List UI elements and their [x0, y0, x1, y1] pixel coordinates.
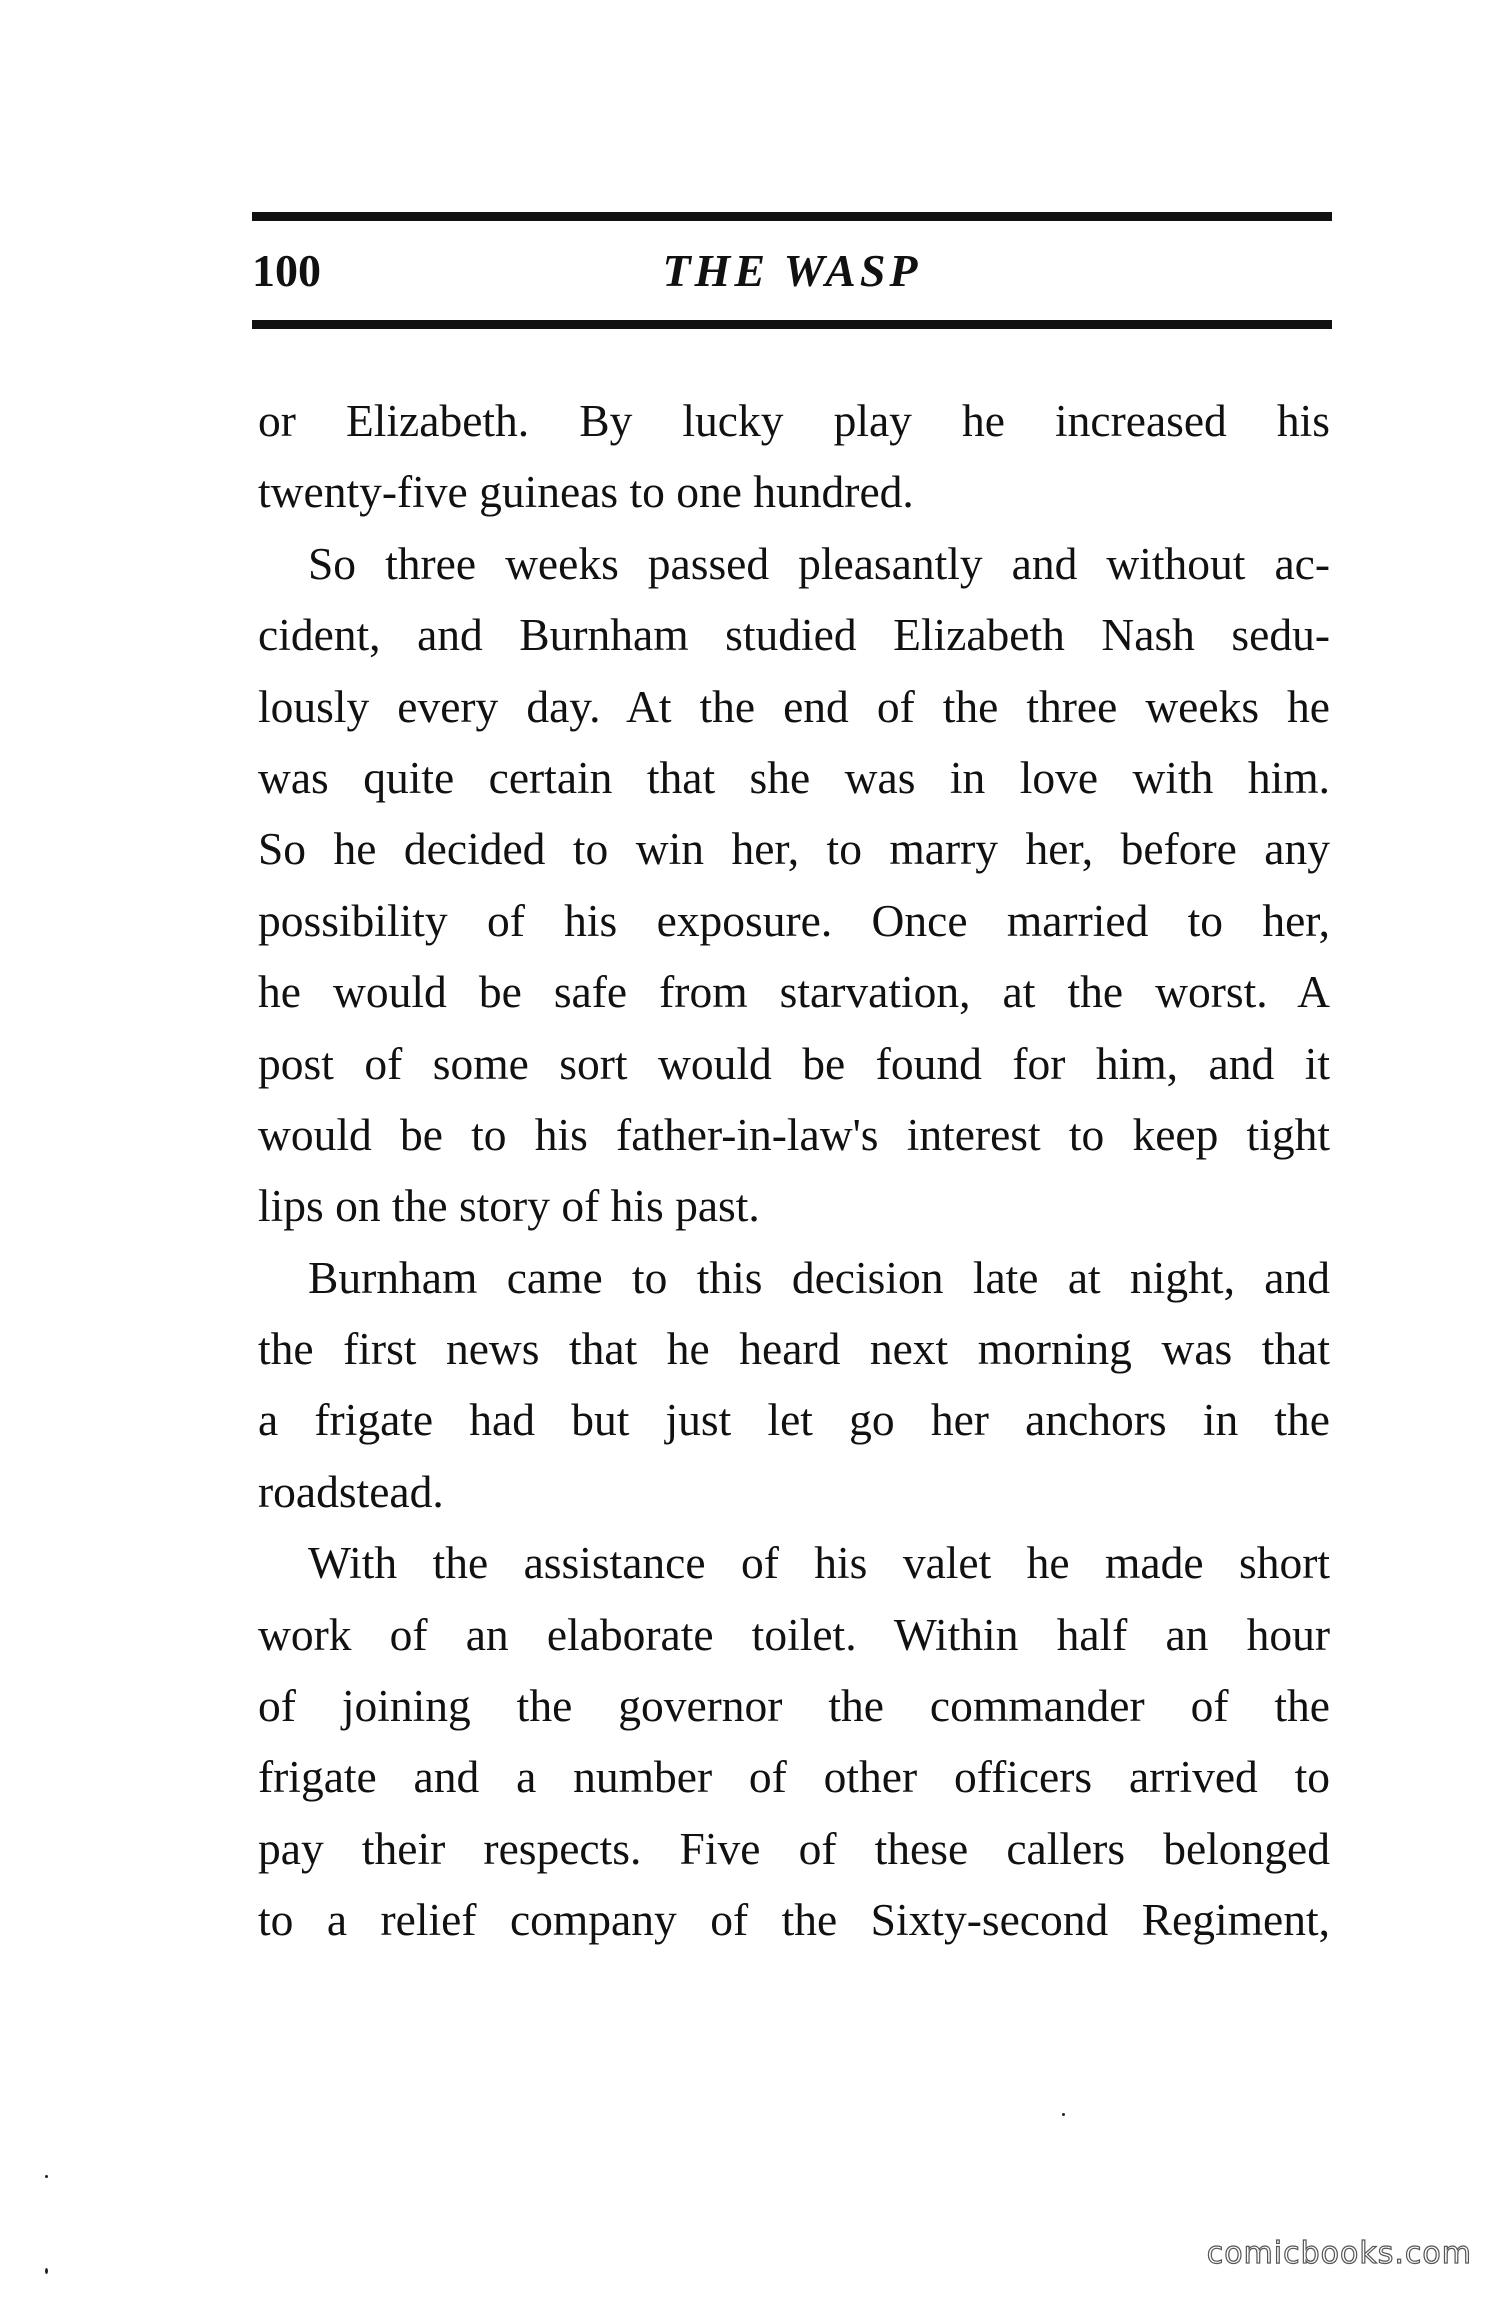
text-line: or Elizabeth. By lucky play he increased his: [258, 395, 1330, 446]
text-line: cident, and Burnham studied Elizabeth Nash sedu-: [258, 609, 1330, 661]
text-line: post of some sort would be found for him, and it: [258, 1037, 1330, 1089]
text-line: he would be safe from starvation, at the worst. A: [258, 966, 1330, 1018]
text-line: twenty-five guineas to one hundred.: [258, 466, 914, 518]
print-speck: [1062, 2113, 1065, 2116]
text-line: roadstead.: [258, 1465, 444, 1517]
text-line: would be to his father-in-law's interest to keep tight: [258, 1108, 1330, 1160]
text-line: With the assistance of his valet he made short: [308, 1537, 1330, 1589]
print-speck: [45, 2268, 48, 2274]
running-title: THE WASP: [662, 245, 922, 296]
text-line: So he decided to win her, to marry her, before any: [258, 823, 1330, 875]
text-line: the first news that he heard next morning was that: [258, 1323, 1330, 1375]
text-line: work of an elaborate toilet. Within half an hour: [258, 1608, 1330, 1660]
text-line: pay their respects. Five of these callers belonged: [258, 1822, 1330, 1874]
text-line: frigate and a number of other officers arrived to: [258, 1751, 1330, 1803]
body-text: [258, 385, 1330, 1956]
header-rule-bottom: [252, 320, 1332, 329]
text-line: lously every day. At the end of the three weeks he: [258, 680, 1330, 732]
text-line: possibility of his exposure. Once married to her,: [258, 894, 1330, 946]
print-speck: [45, 2175, 48, 2178]
text-line: to a relief company of the Sixty-second Regiment,: [258, 1894, 1330, 1946]
text-line: of joining the governor the commander of the: [258, 1680, 1330, 1732]
text-line: was quite certain that she was in love with him.: [258, 751, 1330, 803]
text-line: Burnham came to this decision late at night, and: [308, 1251, 1330, 1303]
text-line: So three weeks passed pleasantly and without ac-: [308, 537, 1330, 589]
running-head: [252, 236, 1332, 306]
page-number: 100: [252, 245, 321, 296]
text-line: a frigate had but just let go her anchors in the: [258, 1394, 1330, 1446]
watermark: comicbooks.com: [1206, 2236, 1472, 2271]
text-line: lips on the story of his past.: [258, 1180, 760, 1232]
header-rule-top: [252, 212, 1332, 221]
